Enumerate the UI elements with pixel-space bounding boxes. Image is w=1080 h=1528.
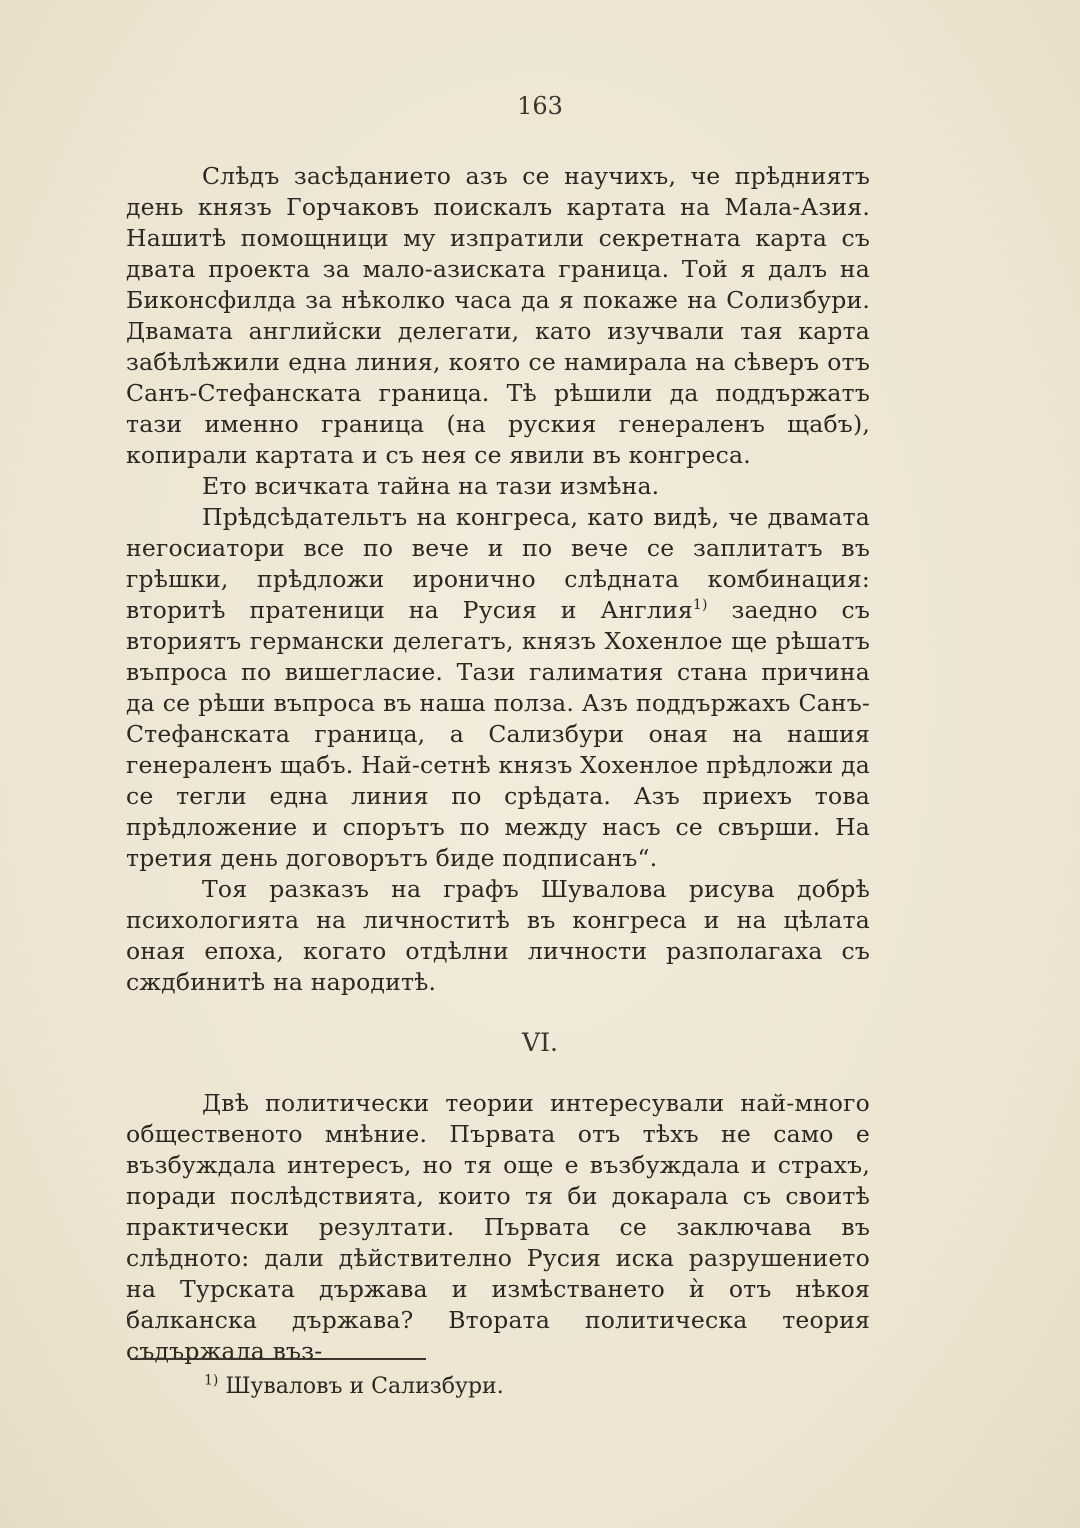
page-number: 163 (517, 92, 563, 120)
main-text-block (126, 161, 870, 998)
paragraph (126, 502, 870, 874)
paragraph-text: заедно съ вториятъ германски делегатъ, князъ Хохенлое ще рѣшатъ въпроса по вишегласие. Тази галиматия стана причина да се рѣши въпроса въ наша полза. Азъ поддържахъ Санъ-Стефанската граница, а Сализбури оная на нашия генераленъ щабъ. Най-сетнѣ князъ Хохенлое прѣдложи да се тегли една линия по срѣдата. Азъ приехъ това прѣдложение и спорътъ по между насъ се свърши. На третия день договорътъ биде подписанъ“. (126, 596, 870, 872)
paragraph: Ето всичката тайна на тази измѣна. (202, 472, 660, 500)
paragraph: Слѣдъ засѣданието азъ се научихъ, че прѣдниятъ день князъ Горчаковъ поискалъ картата на Мала-Азия. Нашитѣ помощници му изпратили секретната карта съ двата проекта за мало-азиската граница. Той я далъ на Биконсфилда за нѣколко часа да я покаже на Солизбури. Двамата английски делегати, като изучвали тая карта забѣлѣжили една линия, която се намирала на сѣверъ отъ Санъ-Стефанската граница. Тѣ рѣшили да поддържатъ тази именно граница (на руския генераленъ щабъ), копирали картата и съ нея се явили въ конгреса. (126, 162, 870, 469)
footnote-reference: 1) (692, 597, 708, 614)
section-heading: VI. (522, 1028, 558, 1057)
paragraph: Двѣ политически теории интересували най-много общественото мнѣние. Първата отъ тѣхъ не само е възбуждала интересъ, но тя още е възбуждала и страхъ, поради послѣдствията, които тя би докарала съ своитѣ практически резултати. Първата се заключава въ слѣдното: дали дѣйствително Русия иска разрушението на Турската държава и измѣстването ѝ отъ нѣкоя балканска държава? Втората политическа теория съдържала въз- (126, 1089, 870, 1365)
footnote (204, 1374, 504, 1399)
paragraph: Тоя разказъ на графъ Шувалова рисува добрѣ психологията на личноститѣ въ конгреса и на цѣлата оная епоха, когато отдѣлни личности разполагаха съ сждбинитѣ на народитѣ. (126, 875, 870, 996)
footnote-mark: 1) (204, 1372, 219, 1389)
footnote-text: Шуваловъ и Сализбури. (218, 1374, 504, 1399)
section-text-block (126, 1088, 870, 1367)
paragraph-text: Прѣдсѣдательтъ на конгреса, като видѣ, че двамата негосиатори все по вече и по вече се заплитатъ въ грѣшки, прѣдложи иронично слѣдната комбинация: вторитѣ пратеници на Русия и Англия (126, 503, 870, 624)
footnote-divider (130, 1358, 426, 1360)
